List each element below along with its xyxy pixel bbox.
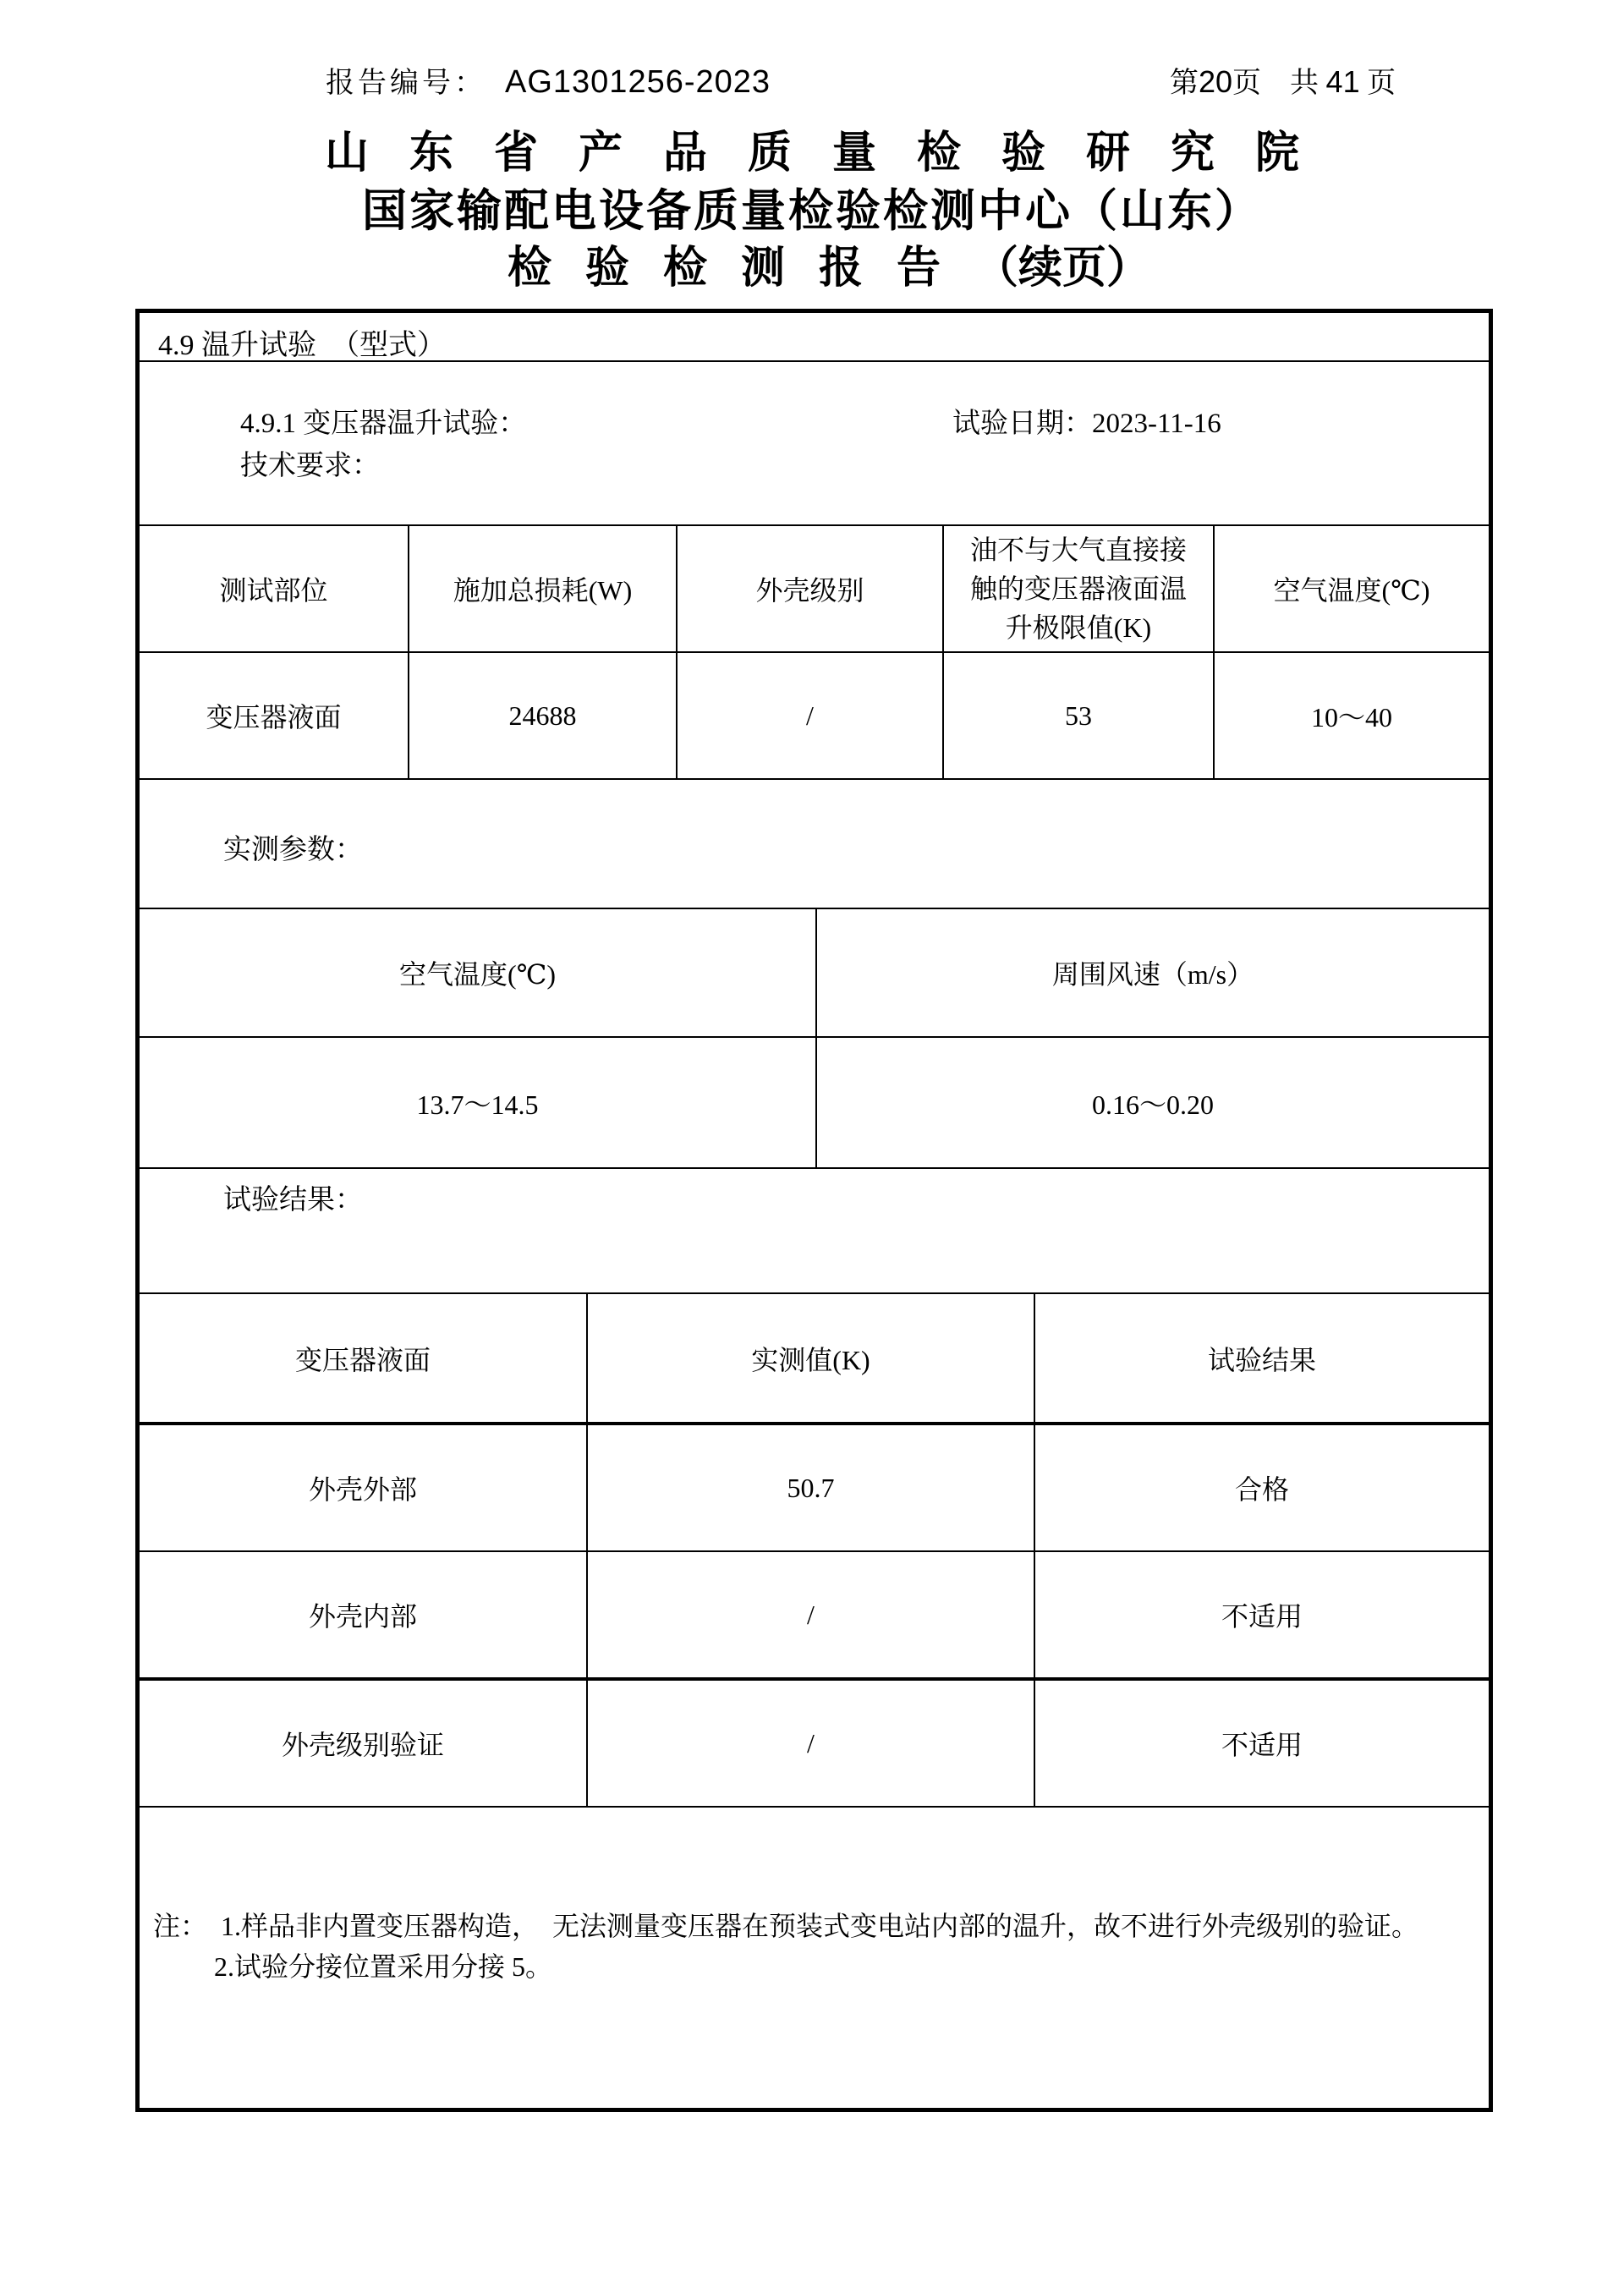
results-header-part: 变压器液面 (140, 1294, 588, 1422)
result-part: 外壳内部 (140, 1552, 588, 1677)
section-heading: 4.9 温升试验 （型式） (158, 330, 446, 361)
notes-row (140, 1808, 1489, 2108)
params-value-airtemp: 13.7～14.5 (140, 1038, 817, 1167)
org-title-text: 山东省产品质量检验研究院 (324, 129, 1340, 178)
page-number-line (1170, 59, 1396, 101)
page-total: 41 (1325, 64, 1360, 99)
limits-value-airtemp: 10～40 (1310, 702, 1392, 732)
result-verdict: 不适用 (1221, 1730, 1303, 1760)
result-value: / (588, 1681, 1035, 1806)
results-row-exterior (140, 1425, 1489, 1552)
limits-header-limit (944, 526, 1215, 651)
params-values-row (140, 1038, 1489, 1169)
subsection-row (140, 362, 1489, 526)
result-verdict: 不适用 (1221, 1601, 1303, 1632)
test-date-value: 2023-11-16 (1092, 409, 1221, 439)
results-header-value: 实测值(K) (588, 1294, 1035, 1422)
results-row-enclosure-class (140, 1681, 1489, 1808)
limits-header-row (140, 526, 1489, 653)
limits-data-row (140, 653, 1489, 780)
params-header-windspeed: 周围风速（m/s） (1051, 959, 1254, 990)
results-header-result: 试验结果 (1207, 1344, 1316, 1375)
results-row-interior (140, 1552, 1489, 1681)
result-value: / (588, 1552, 1035, 1677)
limits-value-loss: 24688 (409, 653, 678, 778)
limits-header-limit-text: 油不与大气直接接触的变压器液面温升极限值(K) (969, 535, 1187, 643)
report-title-suffix: （续页） (974, 244, 1151, 293)
params-header-airtemp: 空气温度(℃) (140, 909, 817, 1036)
center-title (0, 175, 1624, 239)
report-number-value: AG1301256-2023 (505, 64, 771, 100)
note-line-2: 2.试验分接位置采用分接 5。 (214, 1951, 553, 1982)
limits-value-part: 变压器液面 (140, 653, 409, 778)
limits-header-part: 测试部位 (140, 526, 409, 651)
params-header-row (140, 909, 1489, 1038)
result-part: 外壳级别验证 (140, 1681, 588, 1806)
test-result-label: 试验结果： (223, 1185, 363, 1215)
results-header-row (140, 1294, 1489, 1425)
page-word-prefix: 第 (1170, 68, 1199, 99)
limits-header-loss: 施加总损耗(W) (409, 526, 678, 651)
note-line-1: 注： 1.样品非内置变压器构造， 无法测量变压器在预装式变电站内部的温升，故不进行外壳级别的验证。 (153, 1911, 1419, 1941)
page-word-middle: 页 共 (1232, 68, 1326, 99)
page-word-suffix: 页 (1359, 68, 1396, 99)
limits-value-limit: 53 (944, 653, 1215, 778)
result-value: 50.7 (588, 1425, 1035, 1550)
report-number-label: 报告编号： (326, 68, 486, 99)
page-current: 20 (1199, 64, 1233, 99)
result-part: 外壳外部 (140, 1425, 588, 1550)
limits-header-airtemp: 空气温度(℃) (1273, 575, 1430, 606)
measured-params-row (140, 780, 1489, 909)
org-title (0, 117, 1624, 180)
subsection-title: 4.9.1 变压器温升试验： (240, 409, 527, 439)
limits-value-enclosure: / (678, 653, 944, 778)
limits-header-enclosure: 外壳级别 (678, 526, 944, 651)
params-value-windspeed: 0.16～0.20 (1091, 1089, 1214, 1120)
tech-requirement-label: 技术要求： (240, 451, 380, 481)
test-date-line (952, 401, 1221, 441)
result-verdict: 合格 (1234, 1474, 1289, 1505)
report-title (0, 232, 1624, 295)
test-result-label-row (140, 1169, 1489, 1294)
measured-params-label: 实测参数： (223, 835, 363, 865)
report-table (135, 309, 1493, 2112)
test-date-label: 试验日期： (952, 409, 1092, 439)
report-number-line (326, 59, 771, 101)
center-title-text: 国家输配电设备质量检验检测中心（山东） (362, 187, 1262, 236)
report-title-main: 检验检测报告 (507, 244, 974, 293)
section-heading-row (140, 313, 1489, 362)
